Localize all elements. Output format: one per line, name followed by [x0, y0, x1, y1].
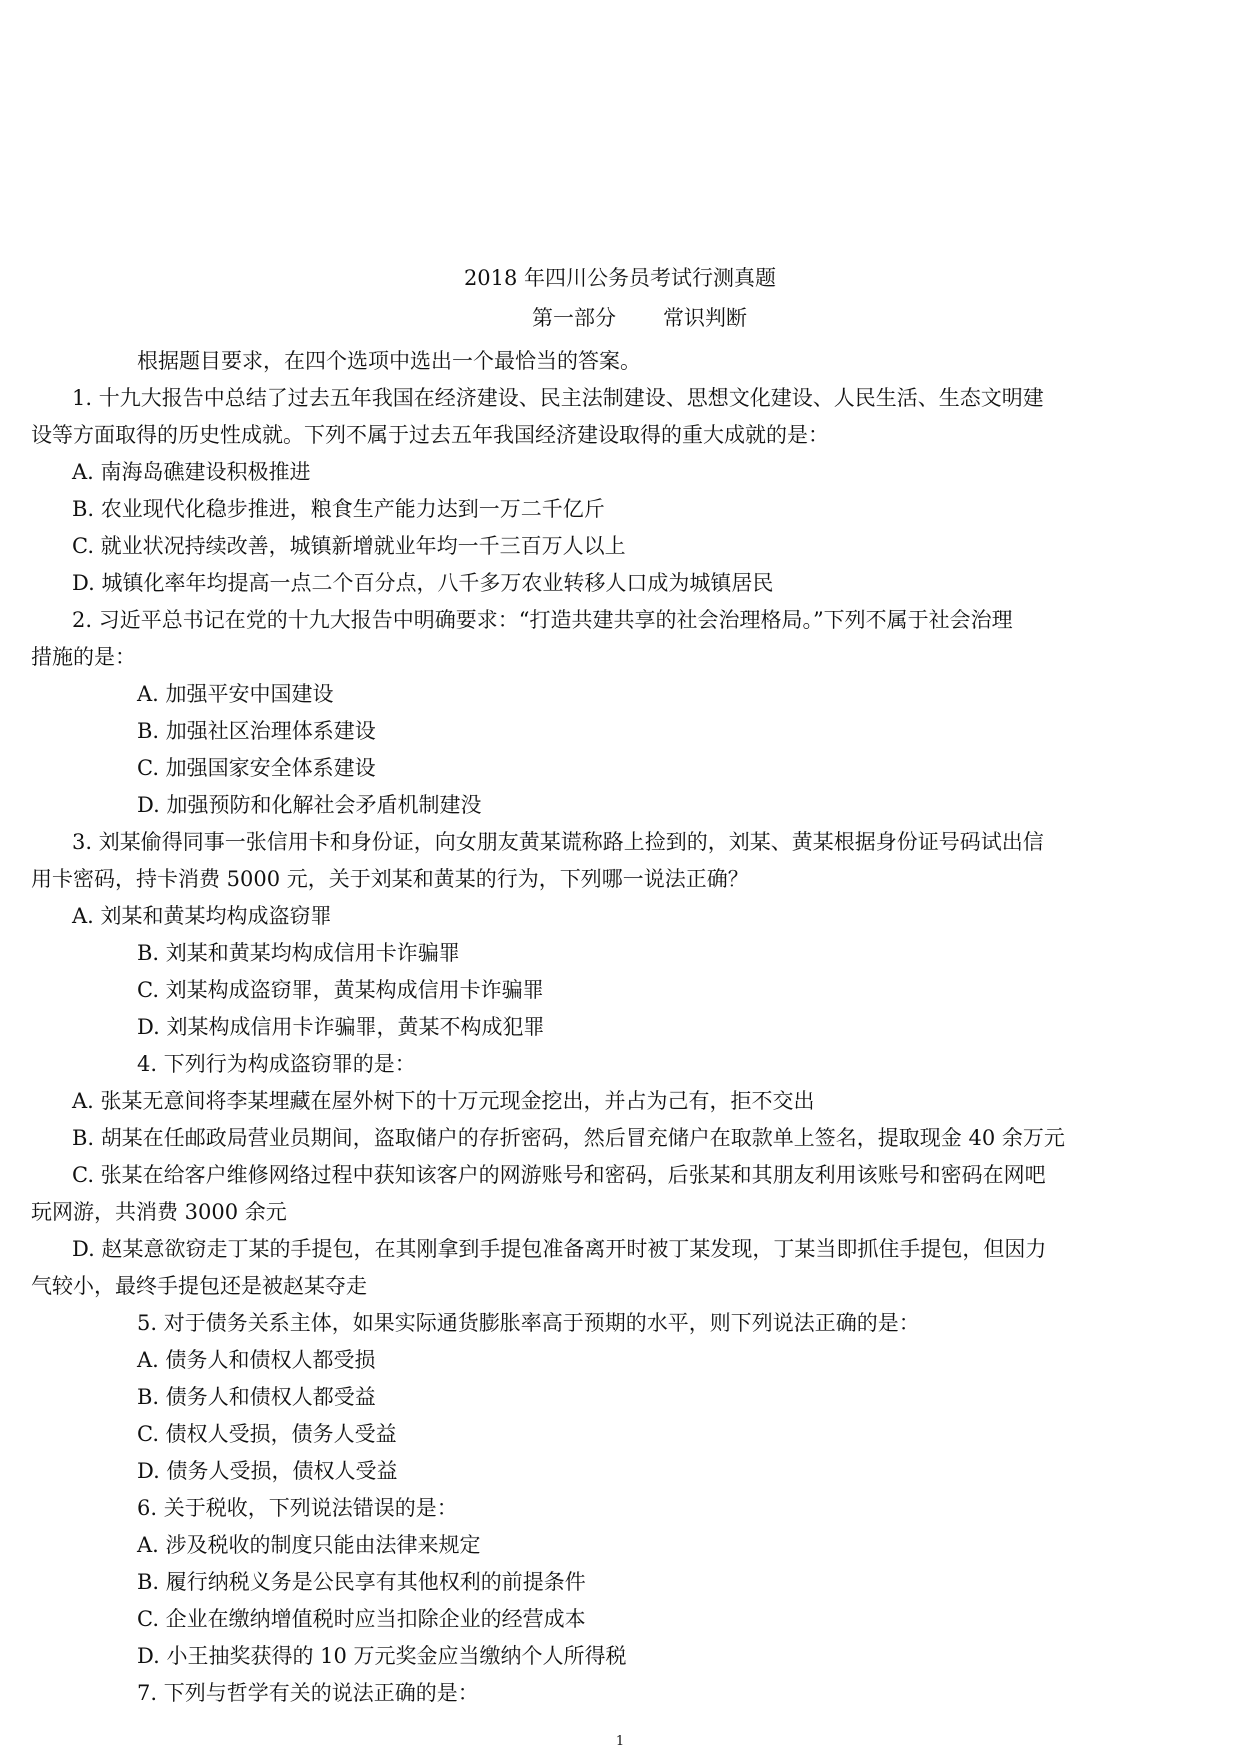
question-1-option-b: B. 农业现代化稳步推进，粮食生产能力达到一万二千亿斤 — [72, 497, 605, 521]
question-3-stem-line-1: 3. 刘某偷得同事一张信用卡和身份证，向女朋友黄某谎称路上捡到的，刘某、黄某根据身份证号码试出信 — [72, 830, 1044, 854]
question-2-option-a: A. 加强平安中国建设 — [137, 682, 334, 706]
question-1-option-c: C. 就业状况持续改善，城镇新增就业年均一千三百万人以上 — [72, 534, 626, 558]
question-2-stem-line-2: 措施的是： — [31, 645, 136, 669]
question-3-option-b: B. 刘某和黄某均构成信用卡诈骗罪 — [137, 941, 460, 965]
question-1-stem-line-1: 1. 十九大报告中总结了过去五年我国在经济建设、民主法制建设、思想文化建设、人民生活、生态文明建 — [72, 386, 1044, 410]
question-5-option-a: A. 债务人和债权人都受损 — [137, 1348, 376, 1372]
question-5-option-d: D. 债务人受损，债权人受益 — [137, 1459, 398, 1483]
question-2-option-d: D. 加强预防和化解社会矛盾机制建没 — [137, 793, 482, 817]
question-4-option-d-line-1: D. 赵某意欲窃走丁某的手提包，在其刚拿到手提包准备离开时被丁某发现，丁某当即抓住手提包，但因力 — [72, 1237, 1047, 1261]
section-part-label: 第一部分 — [532, 306, 616, 330]
question-4-option-d-line-2: 气较小，最终手提包还是被赵某夺走 — [31, 1274, 367, 1298]
question-6-option-b: B. 履行纳税义务是公民享有其他权利的前提条件 — [137, 1570, 586, 1594]
question-5-stem: 5. 对于债务关系主体，如果实际通货膨胀率高于预期的水平，则下列说法正确的是： — [137, 1311, 920, 1335]
question-1-stem-line-2: 设等方面取得的历史性成就。下列不属于过去五年我国经济建设取得的重大成就的是： — [31, 423, 829, 447]
question-6-option-d: D. 小王抽奖获得的 10 万元奖金应当缴纳个人所得税 — [137, 1644, 627, 1668]
question-4-stem: 4. 下列行为构成盗窃罪的是： — [137, 1052, 416, 1076]
question-1-option-a: A. 南海岛礁建设积极推进 — [72, 460, 311, 484]
document-title: 2018 年四川公务员考试行测真题 — [463, 266, 777, 290]
question-2-stem-line-1: 2. 习近平总书记在党的十九大报告中明确要求：“打造共建共享的社会治理格局。”下列不属于社会治理 — [72, 608, 1013, 632]
question-4-option-c-line-2: 玩网游，共消费 3000 余元 — [31, 1200, 287, 1224]
question-6-option-c: C. 企业在缴纳增值税时应当扣除企业的经营成本 — [137, 1607, 586, 1631]
page-number: 1 — [615, 1734, 625, 1749]
question-2-option-b: B. 加强社区治理体系建设 — [137, 719, 376, 743]
question-3-option-a: A. 刘某和黄某均构成盗窃罪 — [72, 904, 332, 928]
question-6-option-a: A. 涉及税收的制度只能由法律来规定 — [137, 1533, 481, 1557]
question-3-option-d: D. 刘某构成信用卡诈骗罪，黄某不构成犯罪 — [137, 1015, 545, 1039]
question-2-option-c: C. 加强国家安全体系建设 — [137, 756, 376, 780]
question-1-option-d: D. 城镇化率年均提高一点二个百分点，八千多万农业转移人口成为城镇居民 — [72, 571, 774, 595]
question-4-option-a: A. 张某无意间将李某埋藏在屋外树下的十万元现金挖出，并占为己有，拒不交出 — [72, 1089, 815, 1113]
question-4-option-b: B. 胡某在任邮政局营业员期间，盗取储户的存折密码，然后冒充储户在取款单上签名，提取现金 40 余万元 — [72, 1126, 1065, 1150]
section-name-label: 常识判断 — [663, 306, 747, 330]
question-6-stem: 6. 关于税收，下列说法错误的是： — [137, 1496, 458, 1520]
question-3-option-c: C. 刘某构成盗窃罪，黄某构成信用卡诈骗罪 — [137, 978, 544, 1002]
question-5-option-c: C. 债权人受损，债务人受益 — [137, 1422, 397, 1446]
instruction-text: 根据题目要求，在四个选项中选出一个最恰当的答案。 — [137, 349, 641, 373]
question-7-stem: 7. 下列与哲学有关的说法正确的是： — [137, 1681, 479, 1705]
question-4-option-c-line-1: C. 张某在给客户维修网络过程中获知该客户的网游账号和密码，后张某和其朋友利用该账号和密码在网吧 — [72, 1163, 1046, 1187]
question-5-option-b: B. 债务人和债权人都受益 — [137, 1385, 376, 1409]
question-3-stem-line-2: 用卡密码，持卡消费 5000 元，关于刘某和黄某的行为，下列哪一说法正确？ — [31, 867, 749, 891]
